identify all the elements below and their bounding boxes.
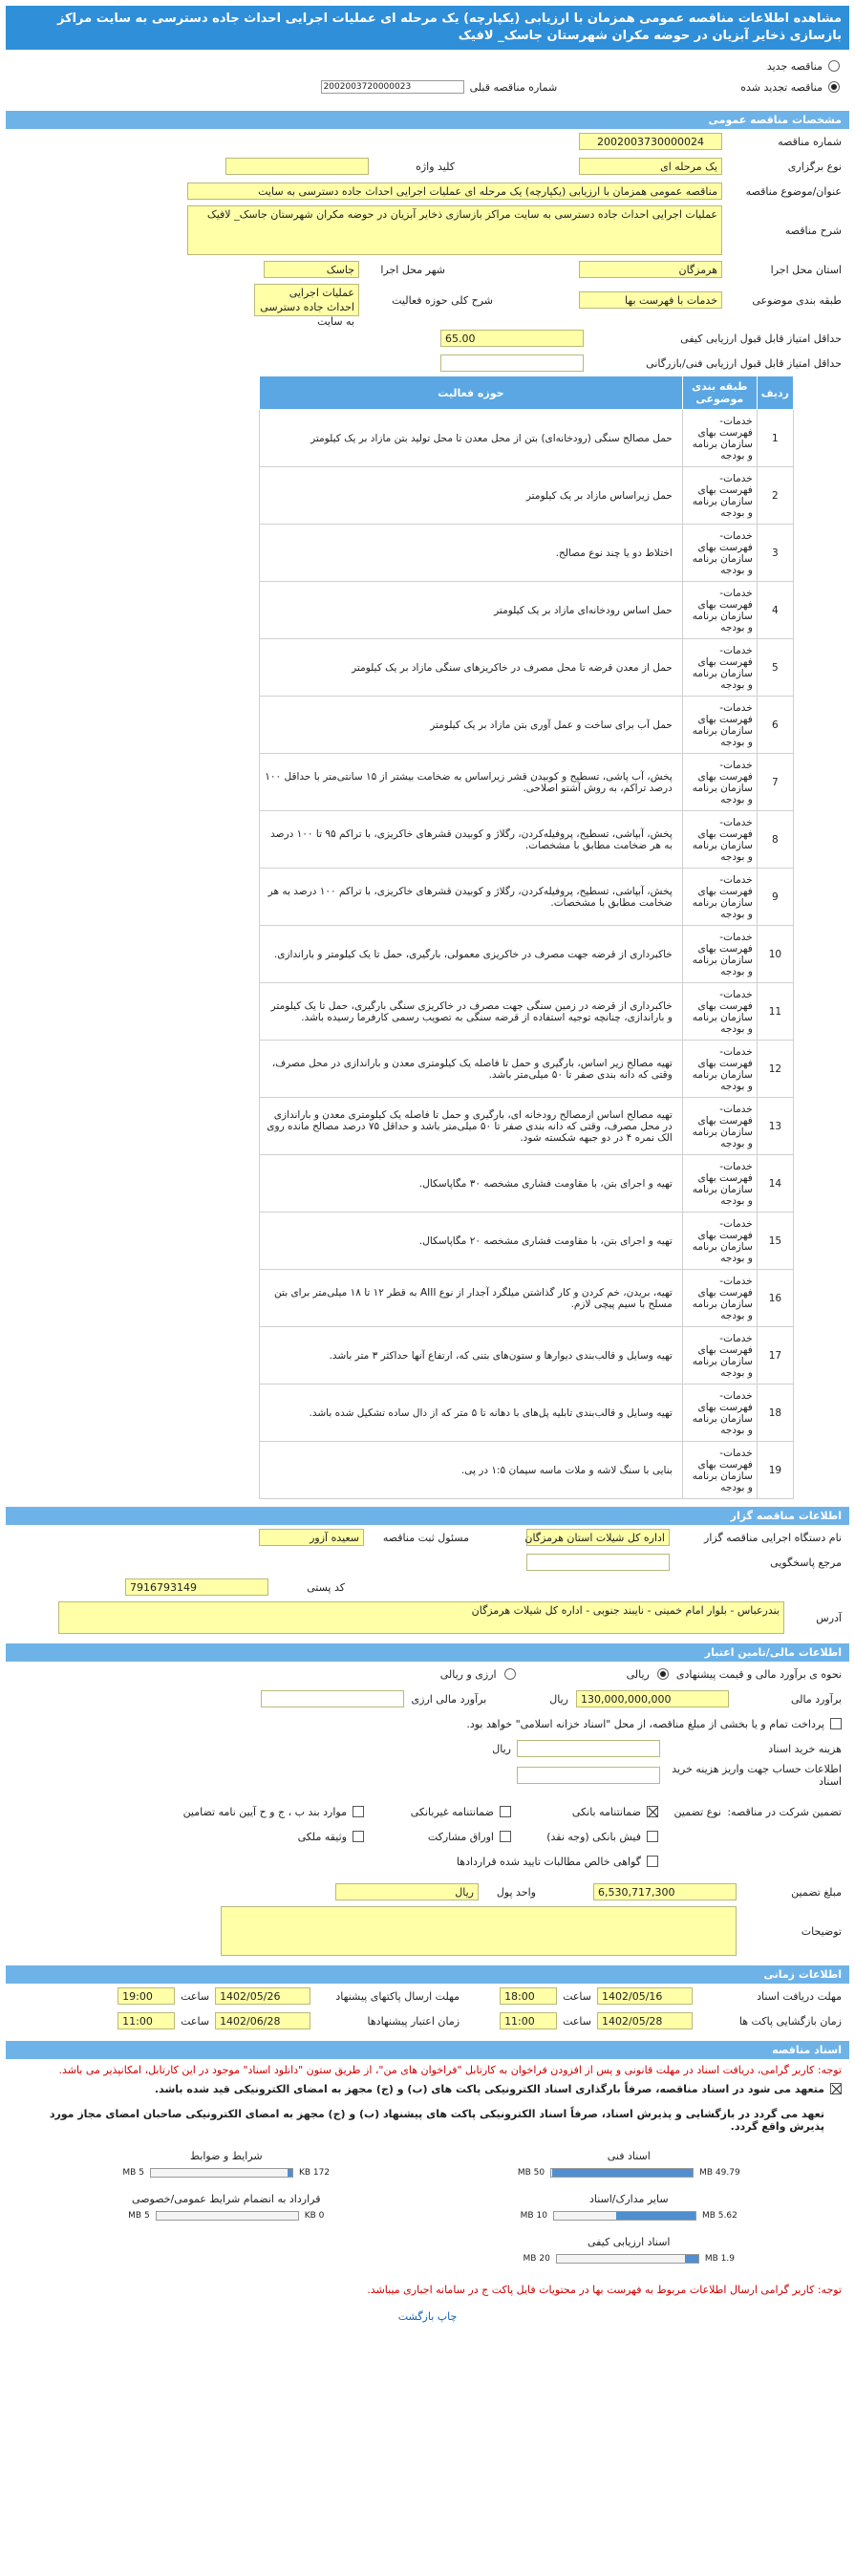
validity-label: زمان اعتبار پیشنهادها	[367, 2014, 460, 2028]
doc-file-size: 49.79 MB	[699, 2168, 740, 2178]
row-type: خدمات-فهرست بهای سازمان برنامه و بودجه	[682, 811, 757, 869]
city-select[interactable]: جاسک	[264, 261, 359, 278]
stage-label: نوع برگزاری	[787, 160, 842, 173]
officer-label: مسئول ثبت مناقصه	[382, 1531, 469, 1544]
treasury-checkbox	[830, 1718, 842, 1729]
row-number: 17	[757, 1327, 793, 1385]
guarantee-amount-field: 6,530,717,300	[593, 1883, 737, 1900]
row-type: خدمات-فهرست بهای سازمان برنامه و بودجه	[682, 1041, 757, 1098]
row-number: 12	[757, 1041, 793, 1098]
row-number: 1	[757, 410, 793, 467]
guarantee-label: تضمین شرکت در مناقصه:	[727, 1805, 842, 1818]
org-field: اداره کل شیلات استان هرمزگان	[526, 1529, 670, 1546]
row-number: 15	[757, 1213, 793, 1270]
activities-table	[259, 376, 794, 1499]
bonds-guarantee-label: اوراق مشارکت	[427, 1830, 494, 1843]
new-tender-radio[interactable]	[828, 60, 840, 72]
doc-file-item	[428, 2228, 831, 2271]
deadline-time-word: ساعت	[181, 1989, 210, 2003]
claims-guarantee-label: گواهی خالص مطالبات تایید شده قراردادها	[456, 1855, 641, 1868]
doc-file-max: 5 MB	[122, 2168, 144, 2178]
city-label: شهر محل اجرا	[380, 263, 445, 276]
row-type: خدمات-فهرست بهای سازمان برنامه و بودجه	[682, 1442, 757, 1499]
table-row	[260, 983, 794, 1041]
doc-file-size: 172 KB	[298, 2168, 331, 2178]
new-tender-label: مناقصه جدید	[766, 59, 823, 73]
row-number: 6	[757, 697, 793, 754]
cash-guarantee-checkbox	[647, 1831, 658, 1842]
row-type: خدمات-فهرست بهای سازمان برنامه و بودجه	[682, 525, 757, 582]
keyword-label: کلید واژه	[416, 160, 455, 173]
row-description: تهیه وسایل و قالب‌بندی دیوارها و ستون‌های بتنی که، ارتفاع آنها حداکثر ۳ متر باشد.	[260, 1327, 683, 1385]
table-row	[260, 926, 794, 983]
estimate-amount-label: برآورد مالی	[791, 1692, 842, 1706]
ref-field	[526, 1554, 670, 1571]
nonbank-guarantee-label: ضمانتنامه غیربانکی	[410, 1805, 494, 1818]
tender-number-label: شماره مناقصه	[778, 135, 842, 148]
row-type: خدمات-فهرست بهای سازمان برنامه و بودجه	[682, 410, 757, 467]
doc-file-label: اسناد ارزیابی کیفی	[588, 2236, 671, 2248]
doc-file-progress	[550, 2168, 694, 2178]
pub-time-field: 18:00	[500, 1987, 557, 2005]
doc-file-item	[25, 2185, 428, 2228]
category-field: خدمات با فهرست بها	[579, 291, 722, 309]
table-row	[260, 467, 794, 525]
row-description: تهیه، بریدن، خم کردن و کار گذاشتن میلگرد آجدار از نوع AIII به قطر ۱۲ تا ۱۸ میلی‌متر برای بتن مسلح با سیم پیچی لازم.	[260, 1270, 683, 1327]
row-type: خدمات-فهرست بهای سازمان برنامه و بودجه	[682, 1327, 757, 1385]
doc-file-max: 5 MB	[128, 2211, 150, 2221]
notes-field	[221, 1906, 737, 1956]
bank-guarantee-label: ضمانتنامه بانکی	[571, 1805, 641, 1818]
doc-file-progress	[556, 2254, 699, 2264]
doc-file-label: اسناد فنی	[607, 2150, 651, 2162]
rial-radio[interactable]	[657, 1668, 669, 1680]
cash-guarantee-label: فیش بانکی (وجه نقد)	[546, 1830, 641, 1843]
opening-date-field: 1402/05/28	[597, 2012, 693, 2029]
row-type: خدمات-فهرست بهای سازمان برنامه و بودجه	[682, 1270, 757, 1327]
tender-type-group	[6, 50, 849, 103]
table-row	[260, 1327, 794, 1385]
activity-field[interactable]: عملیات اجرایی احداث جاده دسترسی به سایت	[254, 284, 359, 316]
row-description: تهیه وسایل و قالب‌بندی تابلیه پل‌های با دهانه تا ۵ متر که از دال ساده تشکیل شده باشد.	[260, 1385, 683, 1442]
pub-time-word: ساعت	[563, 1989, 591, 2003]
row-description: تهیه و اجرای بتن، با مقاومت فشاری مشخصه ۳۰ مگاپاسکال.	[260, 1155, 683, 1213]
table-row	[260, 1041, 794, 1098]
property-guarantee-checkbox	[353, 1831, 364, 1842]
table-row	[260, 410, 794, 467]
table-row	[260, 639, 794, 697]
validity-time-field: 11:00	[118, 2012, 175, 2029]
stage-select[interactable]: یک مرحله ای	[579, 158, 722, 175]
unit-label: واحد پول	[496, 1885, 536, 1899]
description-field[interactable]: عملیات اجرایی احداث جاده دسترسی به سایت مراکز بازسازی ذخایر آبزیان در حوضه مکران شهرستان جاسک_ لافیک	[187, 205, 722, 255]
row-number: 2	[757, 467, 793, 525]
general-section-header: مشخصات مناقصه عمومی	[6, 111, 849, 129]
claims-guarantee-checkbox	[647, 1856, 658, 1867]
renewed-tender-radio[interactable]	[828, 81, 840, 93]
col-type: طبقه بندی موضوعی	[682, 376, 757, 410]
commit2-text: تعهد می گردد در بازگشایی و پذیرش اسناد، صرفاً اسناد الکترونیکی پاکت های پیشنهاد (ب) و (ج) مجهز به امضای الکترونیکی صاحبان امضای مجاز مورد پذیرش واقع گردد.	[49, 2108, 824, 2133]
doc-file-progress-fill	[685, 2255, 698, 2263]
notes-label: توضیحات	[801, 1924, 842, 1938]
address-field: بندرعباس - بلوار امام خمینی - نایبند جنوبی - اداره کل شیلات هرمزگان	[58, 1601, 784, 1634]
row-type: خدمات-فهرست بهای سازمان برنامه و بودجه	[682, 639, 757, 697]
row-number: 14	[757, 1155, 793, 1213]
table-row	[260, 525, 794, 582]
row-type: خدمات-فهرست بهای سازمان برنامه و بودجه	[682, 926, 757, 983]
doc-file-progress	[553, 2211, 696, 2221]
row-description: بنایی با سنگ لاشه و ملات ماسه سیمان ۱:۵ در پی.	[260, 1442, 683, 1499]
table-row	[260, 1270, 794, 1327]
doc-file-size: 5.62 MB	[701, 2211, 737, 2221]
renewed-tender-label: مناقصه تجدید شده	[740, 80, 823, 94]
row-description: حمل آب برای ساخت و عمل آوری بتن مازاد بر یک کیلومتر	[260, 697, 683, 754]
price-list-note: توجه: کاربر گرامی ارسال اطلاعات مربوط به فهرست بها در محتویات فایل پاکت ج در سامانه اجباری میباشد.	[367, 2284, 842, 2296]
keyword-field[interactable]	[225, 158, 369, 175]
row-number: 4	[757, 582, 793, 639]
doc-file-label: شرایط و ضوابط	[189, 2150, 263, 2162]
opening-label: زمان بازگشایی پاکت ها	[738, 2014, 842, 2028]
previous-number-label: شماره مناقصه قبلی	[469, 80, 558, 94]
table-row	[260, 869, 794, 926]
doc-file-item	[428, 2142, 831, 2185]
guarantee-amount-label: مبلغ تضمین	[791, 1885, 842, 1899]
row-description: پخش، آبپاشی، تسطیح، پروفیله‌کردن، رگلاژ و کوبیدن قشرهای خاکریزی، با تراکم ۱۰۰ درصد به هر ضخامت مطابق با مشخصات.	[260, 869, 683, 926]
row-description: تهیه مصالح زیر اساس، بارگیری و حمل تا فاصله یک کیلومتری معدن و باراندازی در محل مصرف، وقتی که دانه بندی صفر تا ۵۰ میلی‌متر باشد.	[260, 1041, 683, 1098]
subject-field[interactable]: مناقصه عمومی همزمان با ارزیابی (یکپارچه) یک مرحله ای عملیات اجرایی احداث جاده دسترسی به سایت	[187, 182, 722, 200]
deadline-time-field: 19:00	[118, 1987, 175, 2005]
row-description: اختلاط دو یا چند نوع مصالح.	[260, 525, 683, 582]
row-number: 7	[757, 754, 793, 811]
estimate-amount-field: 130,000,000,000	[576, 1690, 729, 1707]
row-type: خدمات-فهرست بهای سازمان برنامه و بودجه	[682, 467, 757, 525]
pub-date-field: 1402/05/16	[597, 1987, 693, 2005]
deadline-date-field: 1402/05/26	[215, 1987, 310, 2005]
address-label: آدرس	[816, 1611, 842, 1624]
doc-fee-currency: ریال	[492, 1742, 511, 1755]
treasury-text: پرداخت تمام و یا بخشی از مبلغ مناقصه، از محل "اسناد خزانه اسلامی" خواهد بود.	[466, 1717, 824, 1730]
col-row: ردیف	[757, 376, 793, 410]
other-guarantee-label: موارد بند ب ، ج و ح آیین نامه تضامین	[182, 1805, 347, 1818]
row-description: حمل زیراساس مازاد بر یک کیلومتر	[260, 467, 683, 525]
row-description: پخش، آب پاشی، تسطیح و کوبیدن قشر زیراساس به ضخامت بیشتر از ۱۵ سانتی‌متر با حداقل ۱۰۰ درصد تراکم، به روش آشتو اصلاحی.	[260, 754, 683, 811]
row-number: 5	[757, 639, 793, 697]
table-row	[260, 1385, 794, 1442]
row-number: 19	[757, 1442, 793, 1499]
row-description: تهیه و اجرای بتن، با مقاومت فشاری مشخصه ۲۰ مگاپاسکال.	[260, 1213, 683, 1270]
docs-note: توجه: کاربر گرامی، دریافت اسناد در مهلت قانونی و پس از افزودن فراخوان به کارتابل "فراخوان های من"، از طریق ستون "دانلود اسناد" موجود در این کارتابل، امکانپذیر می باشد.	[58, 2064, 842, 2076]
row-type: خدمات-فهرست بهای سازمان برنامه و بودجه	[682, 754, 757, 811]
row-description: تهیه مصالح اساس ازمصالح رودخانه ای، بارگیری و حمل تا فاصله یک کیلومتری معدن و باراندازی در محل مصرف، وقتی که دانه بندی صفر تا ۵۰ میلی‌متر باشد و حداقل ۷۵ درصد مصالح مانده روی الک نمره ۴ در دو جبهه شکسته شود.	[260, 1098, 683, 1155]
commit1-checkbox	[830, 2083, 842, 2094]
row-description: خاکبرداری از قرضه در زمین سنگی جهت مصرف در خاکریزی سنگی بارگیری، حمل تا یک کیلومتر و باراندازی، چنانچه توجیه استفاده از قرضه سنگی به تصویب رسمی کارفرما رسیده باشد.	[260, 983, 683, 1041]
nonbank-guarantee-checkbox	[500, 1806, 511, 1817]
row-description: خاکبرداری از قرضه جهت مصرف در خاکریزی معمولی، بارگیری، حمل تا یک کیلومتر و باراندازی.	[260, 926, 683, 983]
deadline-label: مهلت ارسال پاکتهای پیشنهاد	[335, 1989, 460, 2003]
doc-file-progress	[156, 2211, 299, 2221]
print-back-link[interactable]: چاپ بازگشت	[397, 2310, 458, 2323]
row-number: 13	[757, 1098, 793, 1155]
min-score-field: 65.00	[440, 330, 584, 347]
postal-label: کد پستی	[307, 1580, 345, 1594]
province-select[interactable]: هرمزگان	[579, 261, 722, 278]
rial-label: ریالی	[626, 1667, 650, 1681]
row-description: حمل مصالح سنگی (رودخانه‌ای) بتن از محل معدن تا محل تولید بتن مازاد بر یک کیلومتر	[260, 410, 683, 467]
doc-file-item	[428, 2185, 831, 2228]
category-label: طبقه بندی موضوعی	[752, 293, 842, 307]
doc-file-progress-fill	[552, 2169, 693, 2177]
activity-label: شرح کلی حوزه فعالیت	[392, 293, 493, 307]
account-field	[517, 1767, 660, 1784]
doc-file-item	[25, 2142, 428, 2185]
table-row	[260, 754, 794, 811]
postal-field: 7916793149	[125, 1578, 268, 1596]
row-number: 3	[757, 525, 793, 582]
finance-section-header: اطلاعات مالی/تامین اعتبار	[6, 1643, 849, 1662]
min-tech-field	[440, 354, 584, 372]
organizer-section-header: اطلاعات مناقصه گزار	[6, 1507, 849, 1525]
subject-label: عنوان/موضوع مناقصه	[745, 184, 842, 198]
table-row	[260, 1213, 794, 1270]
doc-file-size: 0 KB	[304, 2211, 325, 2221]
doc-fee-field	[517, 1740, 660, 1757]
table-row	[260, 582, 794, 639]
doc-file-label: قرارداد به انضمام شرایط عمومی/خصوصی	[132, 2193, 321, 2205]
doc-file-progress-fill	[288, 2169, 292, 2177]
fx-label: ارزی و ریالی	[439, 1667, 497, 1681]
page-title: مشاهده اطلاعات مناقصه عمومی همزمان با ارزیابی (یکپارچه) یک مرحله ای عملیات اجرایی احداث جاده دسترسی به سایت مراکز بازسازی ذخایر آبزیان در حوضه مکران شهرستان جاسک_ لافیک	[6, 6, 849, 50]
min-score-label: حداقل امتیاز قابل قبول ارزیابی کیفی	[680, 332, 842, 345]
province-label: استان محل اجرا	[770, 263, 842, 276]
estimate-currency: ریال	[549, 1692, 568, 1706]
row-type: خدمات-فهرست بهای سازمان برنامه و بودجه	[682, 1098, 757, 1155]
doc-file-progress	[150, 2168, 293, 2178]
row-type: خدمات-فهرست بهای سازمان برنامه و بودجه	[682, 869, 757, 926]
timing-section-header: اطلاعات زمانی	[6, 1965, 849, 1984]
min-tech-label: حداقل امتیاز قابل قبول ارزیابی فنی/بازرگانی	[646, 356, 842, 370]
row-number: 16	[757, 1270, 793, 1327]
row-number: 18	[757, 1385, 793, 1442]
validity-time-word: ساعت	[181, 2014, 210, 2028]
property-guarantee-label: وثیقه ملکی	[297, 1830, 347, 1843]
table-row	[260, 1098, 794, 1155]
opening-time-field: 11:00	[500, 2012, 557, 2029]
bonds-guarantee-checkbox	[500, 1831, 511, 1842]
estimate-label: نحوه ی برآورد مالی و قیمت پیشنهادی	[675, 1667, 842, 1681]
doc-fee-label: هزینه خرید اسناد	[768, 1742, 842, 1755]
unit-field: ریال	[335, 1883, 479, 1900]
account-label: اطلاعات حساب جهت واریز هزینه خرید اسناد	[672, 1763, 842, 1788]
validity-date-field: 1402/06/28	[215, 2012, 310, 2029]
doc-file-max: 20 MB	[523, 2254, 550, 2264]
doc-file-max: 50 MB	[517, 2168, 545, 2178]
pub-date-label: مهلت دریافت اسناد	[757, 1989, 842, 2003]
row-type: خدمات-فهرست بهای سازمان برنامه و بودجه	[682, 582, 757, 639]
row-type: خدمات-فهرست بهای سازمان برنامه و بودجه	[682, 1385, 757, 1442]
description-label: شرح مناقصه	[784, 224, 842, 237]
guarantee-type-label: نوع تضمین	[673, 1805, 721, 1818]
commit1-text: متعهد می شود در اسناد مناقصه، صرفاً بارگذاری اسناد الکترونیکی پاکت های (ب) و (ج) مجهز به امضای الکترونیکی قید شده باشد.	[154, 2083, 824, 2095]
row-number: 11	[757, 983, 793, 1041]
row-type: خدمات-فهرست بهای سازمان برنامه و بودجه	[682, 1213, 757, 1270]
table-row	[260, 811, 794, 869]
doc-file-progress-fill	[616, 2212, 695, 2220]
row-type: خدمات-فهرست بهای سازمان برنامه و بودجه	[682, 697, 757, 754]
table-row	[260, 697, 794, 754]
doc-files	[6, 2135, 849, 2279]
row-description: حمل از معدن قرضه تا محل مصرف در خاکریزهای سنگی مازاد بر یک کیلومتر	[260, 639, 683, 697]
tender-number-field: 2002003730000024	[579, 133, 722, 150]
estimate-fx-label: برآورد مالی ارزی	[411, 1692, 487, 1706]
table-row	[260, 1155, 794, 1213]
doc-file-size: 1.9 MB	[704, 2254, 735, 2264]
opening-time-word: ساعت	[563, 2014, 591, 2028]
row-number: 8	[757, 811, 793, 869]
row-number: 10	[757, 926, 793, 983]
col-desc: حوزه فعالیت	[260, 376, 683, 410]
estimate-fx-field	[261, 1690, 404, 1707]
fx-radio[interactable]	[504, 1668, 516, 1680]
org-label: نام دستگاه اجرایی مناقصه گزار	[704, 1531, 842, 1544]
officer-field: سعیده آزور	[259, 1529, 364, 1546]
bank-guarantee-checkbox	[647, 1806, 658, 1817]
table-row	[260, 1442, 794, 1499]
row-type: خدمات-فهرست بهای سازمان برنامه و بودجه	[682, 1155, 757, 1213]
row-number: 9	[757, 869, 793, 926]
previous-number-input[interactable]: 2002003720000023	[321, 80, 464, 94]
ref-label: مرجع پاسخگویی	[770, 1556, 842, 1569]
other-guarantee-checkbox	[353, 1806, 364, 1817]
row-type: خدمات-فهرست بهای سازمان برنامه و بودجه	[682, 983, 757, 1041]
row-description: پخش، آبپاشی، تسطیح، پروفیله‌کردن، رگلاژ و کوبیدن قشرهای خاکریزی، با تراکم ۹۵ تا ۱۰۰ درصد به هر ضخامت مطابق با مشخصات.	[260, 811, 683, 869]
doc-file-label: سایر مدارک/اسناد	[588, 2193, 669, 2205]
docs-section-header: اسناد مناقصه	[6, 2041, 849, 2059]
doc-file-max: 10 MB	[520, 2211, 547, 2221]
row-description: حمل اساس رودخانه‌ای مازاد بر یک کیلومتر	[260, 582, 683, 639]
